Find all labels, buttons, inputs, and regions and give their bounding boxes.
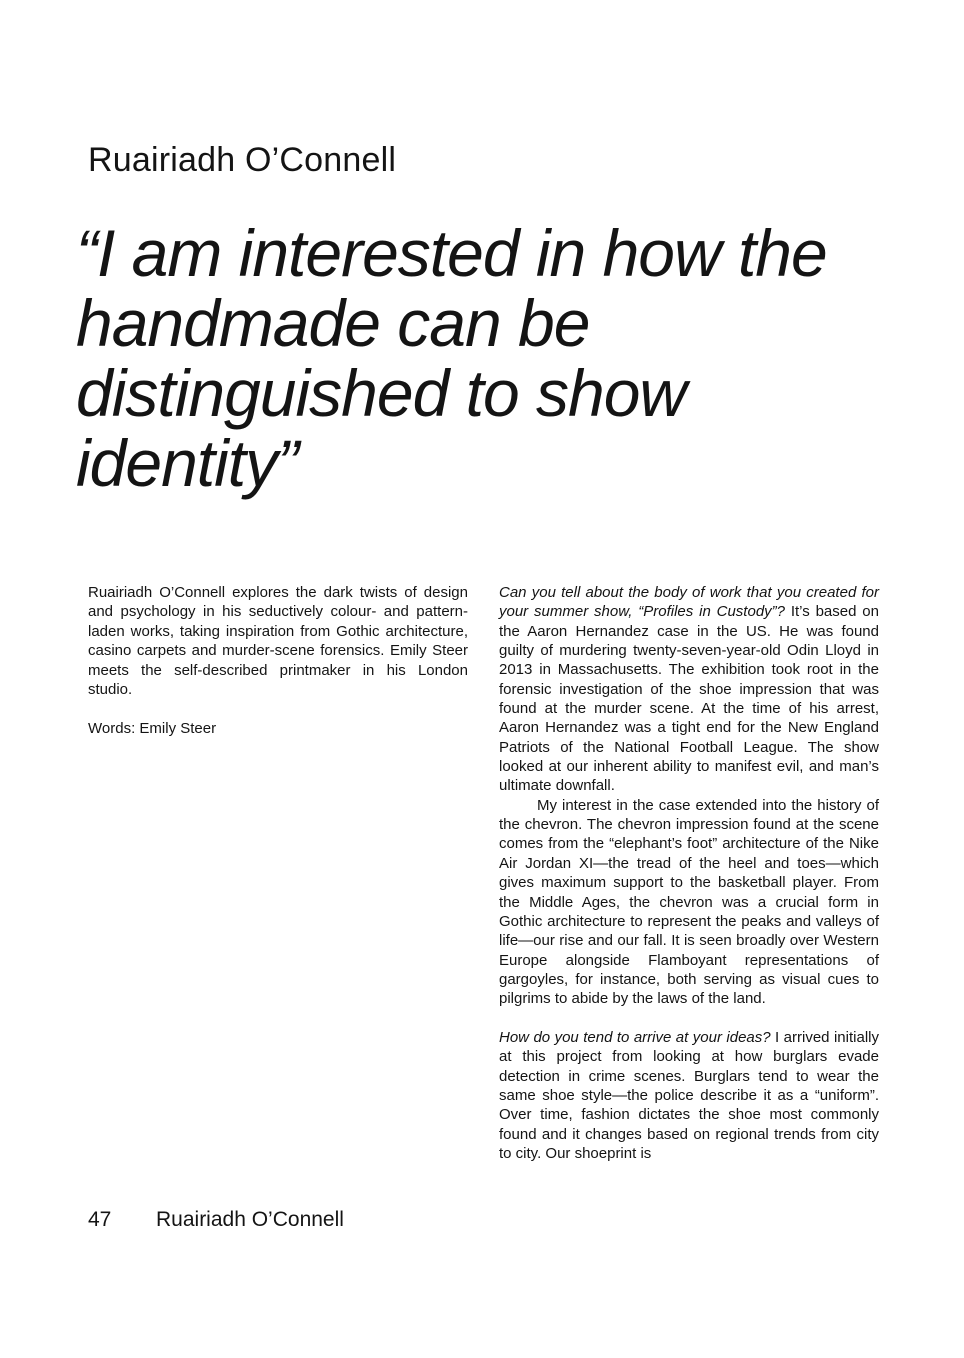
author-name-heading: Ruairiadh O’Connell [88, 141, 397, 179]
interview-paragraph-2: My interest in the case extended into the history of the chevron. The chevron impression found at the scene comes from the “elephant’s foot” architecture of the Nike Air Jordan XI—the tread of the heel and toes—which gives maximum support to the basketball player. From the Middle Ages, the chevron was a crucial form in Gothic architecture to represent the peaks and valleys of life—our rise and our fall. It is seen broadly over Western Europe alongside Flamboyant representations of gargoyles, for instance, both serving as visual cues to pilgrims to abide by the laws of the land. [499, 796, 879, 1008]
running-title: Ruairiadh O’Connell [156, 1208, 344, 1231]
interview-paragraph-3 [499, 1028, 879, 1163]
interview-question-1: Can you tell about the body of work that you created for your summer show, “Profiles in Custody”? [499, 584, 879, 621]
page-footer [88, 1207, 344, 1233]
interview-answer-2: I arrived initially at this project from looking at how burglars evade detection in crime scenes. Burglars tend to wear the same shoe style—the police describe it as a “uniform”. Over time, fashion dictates the shoe most commonly found and it changes based on regional trends from city to city. Our shoeprint is [499, 1028, 879, 1162]
pull-quote: “I am interested in how the handmade can be distinguished to show identity” [76, 216, 827, 500]
interview-answer-1: It’s based on the Aaron Hernandez case in the US. He was found guilty of murdering twenty-seven-year-old Odin Lloyd in 2013 in Massachusetts. The exhibition took root in the forensic investigation of the shoe impression that was found at the murder scene. At the time of his arrest, Aaron Hernandez was a tight end for the New England Patriots of the National Football League. The show looked at our inherent ability to manifest evil, and man’s ultimate downfall. [499, 603, 879, 795]
author-credit: Words: Emily Steer [88, 720, 217, 737]
page-number: 47 [88, 1208, 112, 1231]
interview-column [499, 583, 879, 1163]
interview-question-2: How do you tend to arrive at your ideas? [499, 1028, 771, 1046]
interview-paragraph-1 [499, 583, 879, 796]
standfirst-paragraph: Ruairiadh O’Connell explores the dark twists of design and psychology in his seductively colour- and pattern-laden works, taking inspiration from Gothic architecture, casino carpets and murder-scene forensics. Emily Steer meets the self-described printmaker in his London studio. [88, 584, 468, 699]
